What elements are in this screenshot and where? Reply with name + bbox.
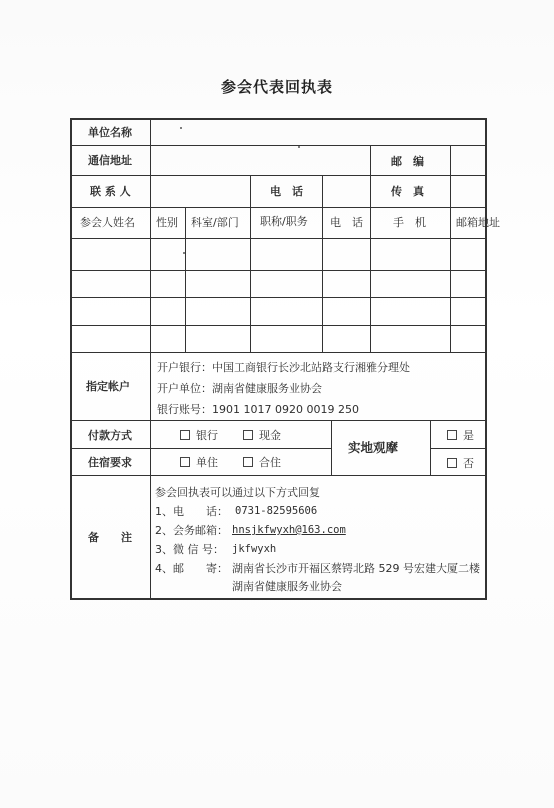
col-divider bbox=[370, 207, 371, 352]
col-divider bbox=[450, 145, 451, 175]
bank-name: 开户银行：中国工商银行长沙北站路支行湘雅分理处 bbox=[157, 361, 410, 374]
checkbox-icon[interactable] bbox=[243, 430, 253, 440]
checkbox-icon[interactable] bbox=[447, 430, 457, 440]
notes-intro: 参会回执表可以通过以下方式回复 bbox=[155, 486, 320, 499]
lodging-option-single[interactable]: 单住 bbox=[180, 456, 218, 469]
row-divider bbox=[70, 145, 486, 146]
row-divider bbox=[70, 420, 486, 421]
payment-label: 付款方式 bbox=[88, 429, 132, 442]
scan-speck bbox=[298, 146, 300, 148]
scan-speck bbox=[180, 127, 182, 129]
row-divider bbox=[70, 207, 486, 208]
header-gender: 性别 bbox=[156, 216, 178, 229]
account-label: 指定帐户 bbox=[86, 380, 130, 393]
notes-email-link[interactable]: hnsjkfwyxh@163.com bbox=[232, 524, 346, 536]
table-border-bottom bbox=[70, 598, 486, 600]
notes-wechat-value: jkfwyxh bbox=[232, 543, 277, 555]
col-divider bbox=[370, 145, 371, 175]
checkbox-icon[interactable] bbox=[243, 457, 253, 467]
fax-label: 传 真 bbox=[391, 185, 424, 198]
form-title: 参会代表回执表 bbox=[220, 78, 333, 96]
row-divider bbox=[70, 297, 486, 298]
contact-label: 联 系 人 bbox=[90, 185, 131, 198]
row-divider bbox=[70, 325, 486, 326]
row-divider bbox=[70, 448, 332, 449]
payment-option-bank[interactable]: 银行 bbox=[180, 429, 218, 442]
col-divider bbox=[331, 420, 332, 475]
checkbox-icon[interactable] bbox=[180, 457, 190, 467]
site-visit-label: 实地观摩 bbox=[348, 440, 399, 455]
scan-speck bbox=[183, 252, 185, 254]
address-label: 通信地址 bbox=[88, 154, 132, 167]
header-attendee-name: 参会人姓名 bbox=[80, 216, 135, 229]
postcode-label: 邮 编 bbox=[391, 155, 424, 168]
col-divider bbox=[185, 207, 186, 352]
col-divider bbox=[250, 175, 251, 207]
col-divider bbox=[370, 175, 371, 207]
col-divider bbox=[450, 207, 451, 352]
col-divider bbox=[322, 175, 323, 207]
payment-option-cash[interactable]: 现金 bbox=[243, 429, 281, 442]
header-department: 科室/部门 bbox=[191, 216, 239, 229]
row-divider bbox=[70, 352, 486, 353]
account-holder: 开户单位：湖南省健康服务业协会 bbox=[157, 382, 322, 395]
notes-phone-label: 1、电 话： bbox=[155, 505, 228, 518]
site-visit-yes[interactable]: 是 bbox=[447, 429, 474, 442]
table-border-left bbox=[70, 118, 72, 600]
notes-email-label: 2、会务邮箱： bbox=[155, 524, 228, 537]
row-divider bbox=[430, 448, 486, 449]
col-divider bbox=[430, 420, 431, 475]
lodging-option-shared[interactable]: 合住 bbox=[243, 456, 281, 469]
table-border-right bbox=[485, 118, 487, 600]
account-number: 银行账号：1901 1017 0920 0019 250 bbox=[157, 403, 359, 416]
row-divider bbox=[70, 238, 486, 239]
notes-wechat-label: 3、微 信 号： bbox=[155, 543, 224, 556]
table-border-top bbox=[70, 118, 486, 120]
col-divider bbox=[450, 175, 451, 207]
checkbox-icon[interactable] bbox=[447, 458, 457, 468]
col-divider bbox=[250, 207, 251, 352]
phone-label: 电 话 bbox=[270, 185, 303, 198]
row-divider bbox=[70, 270, 486, 271]
row-divider bbox=[70, 175, 486, 176]
row-divider bbox=[70, 475, 486, 476]
notes-mail-recipient: 湖南省健康服务业协会 bbox=[232, 580, 342, 593]
header-mobile: 手 机 bbox=[393, 216, 426, 229]
lodging-label: 住宿要求 bbox=[88, 456, 132, 469]
notes-label: 备 注 bbox=[88, 531, 132, 544]
unit-name-label: 单位名称 bbox=[88, 126, 132, 139]
col-divider bbox=[150, 118, 151, 598]
header-phone: 电 话 bbox=[330, 216, 363, 229]
header-title: 职称/职务 bbox=[260, 215, 308, 228]
notes-phone-value: 0731-82595606 bbox=[235, 505, 318, 517]
notes-mail-label: 4、邮 寄： bbox=[155, 562, 228, 575]
col-divider bbox=[322, 207, 323, 352]
checkbox-icon[interactable] bbox=[180, 430, 190, 440]
notes-mail-address: 湖南省长沙市开福区蔡锷北路 529 号宏建大厦二楼 bbox=[232, 562, 480, 575]
header-email: 邮箱地址 bbox=[456, 216, 500, 229]
site-visit-no[interactable]: 否 bbox=[447, 457, 474, 470]
